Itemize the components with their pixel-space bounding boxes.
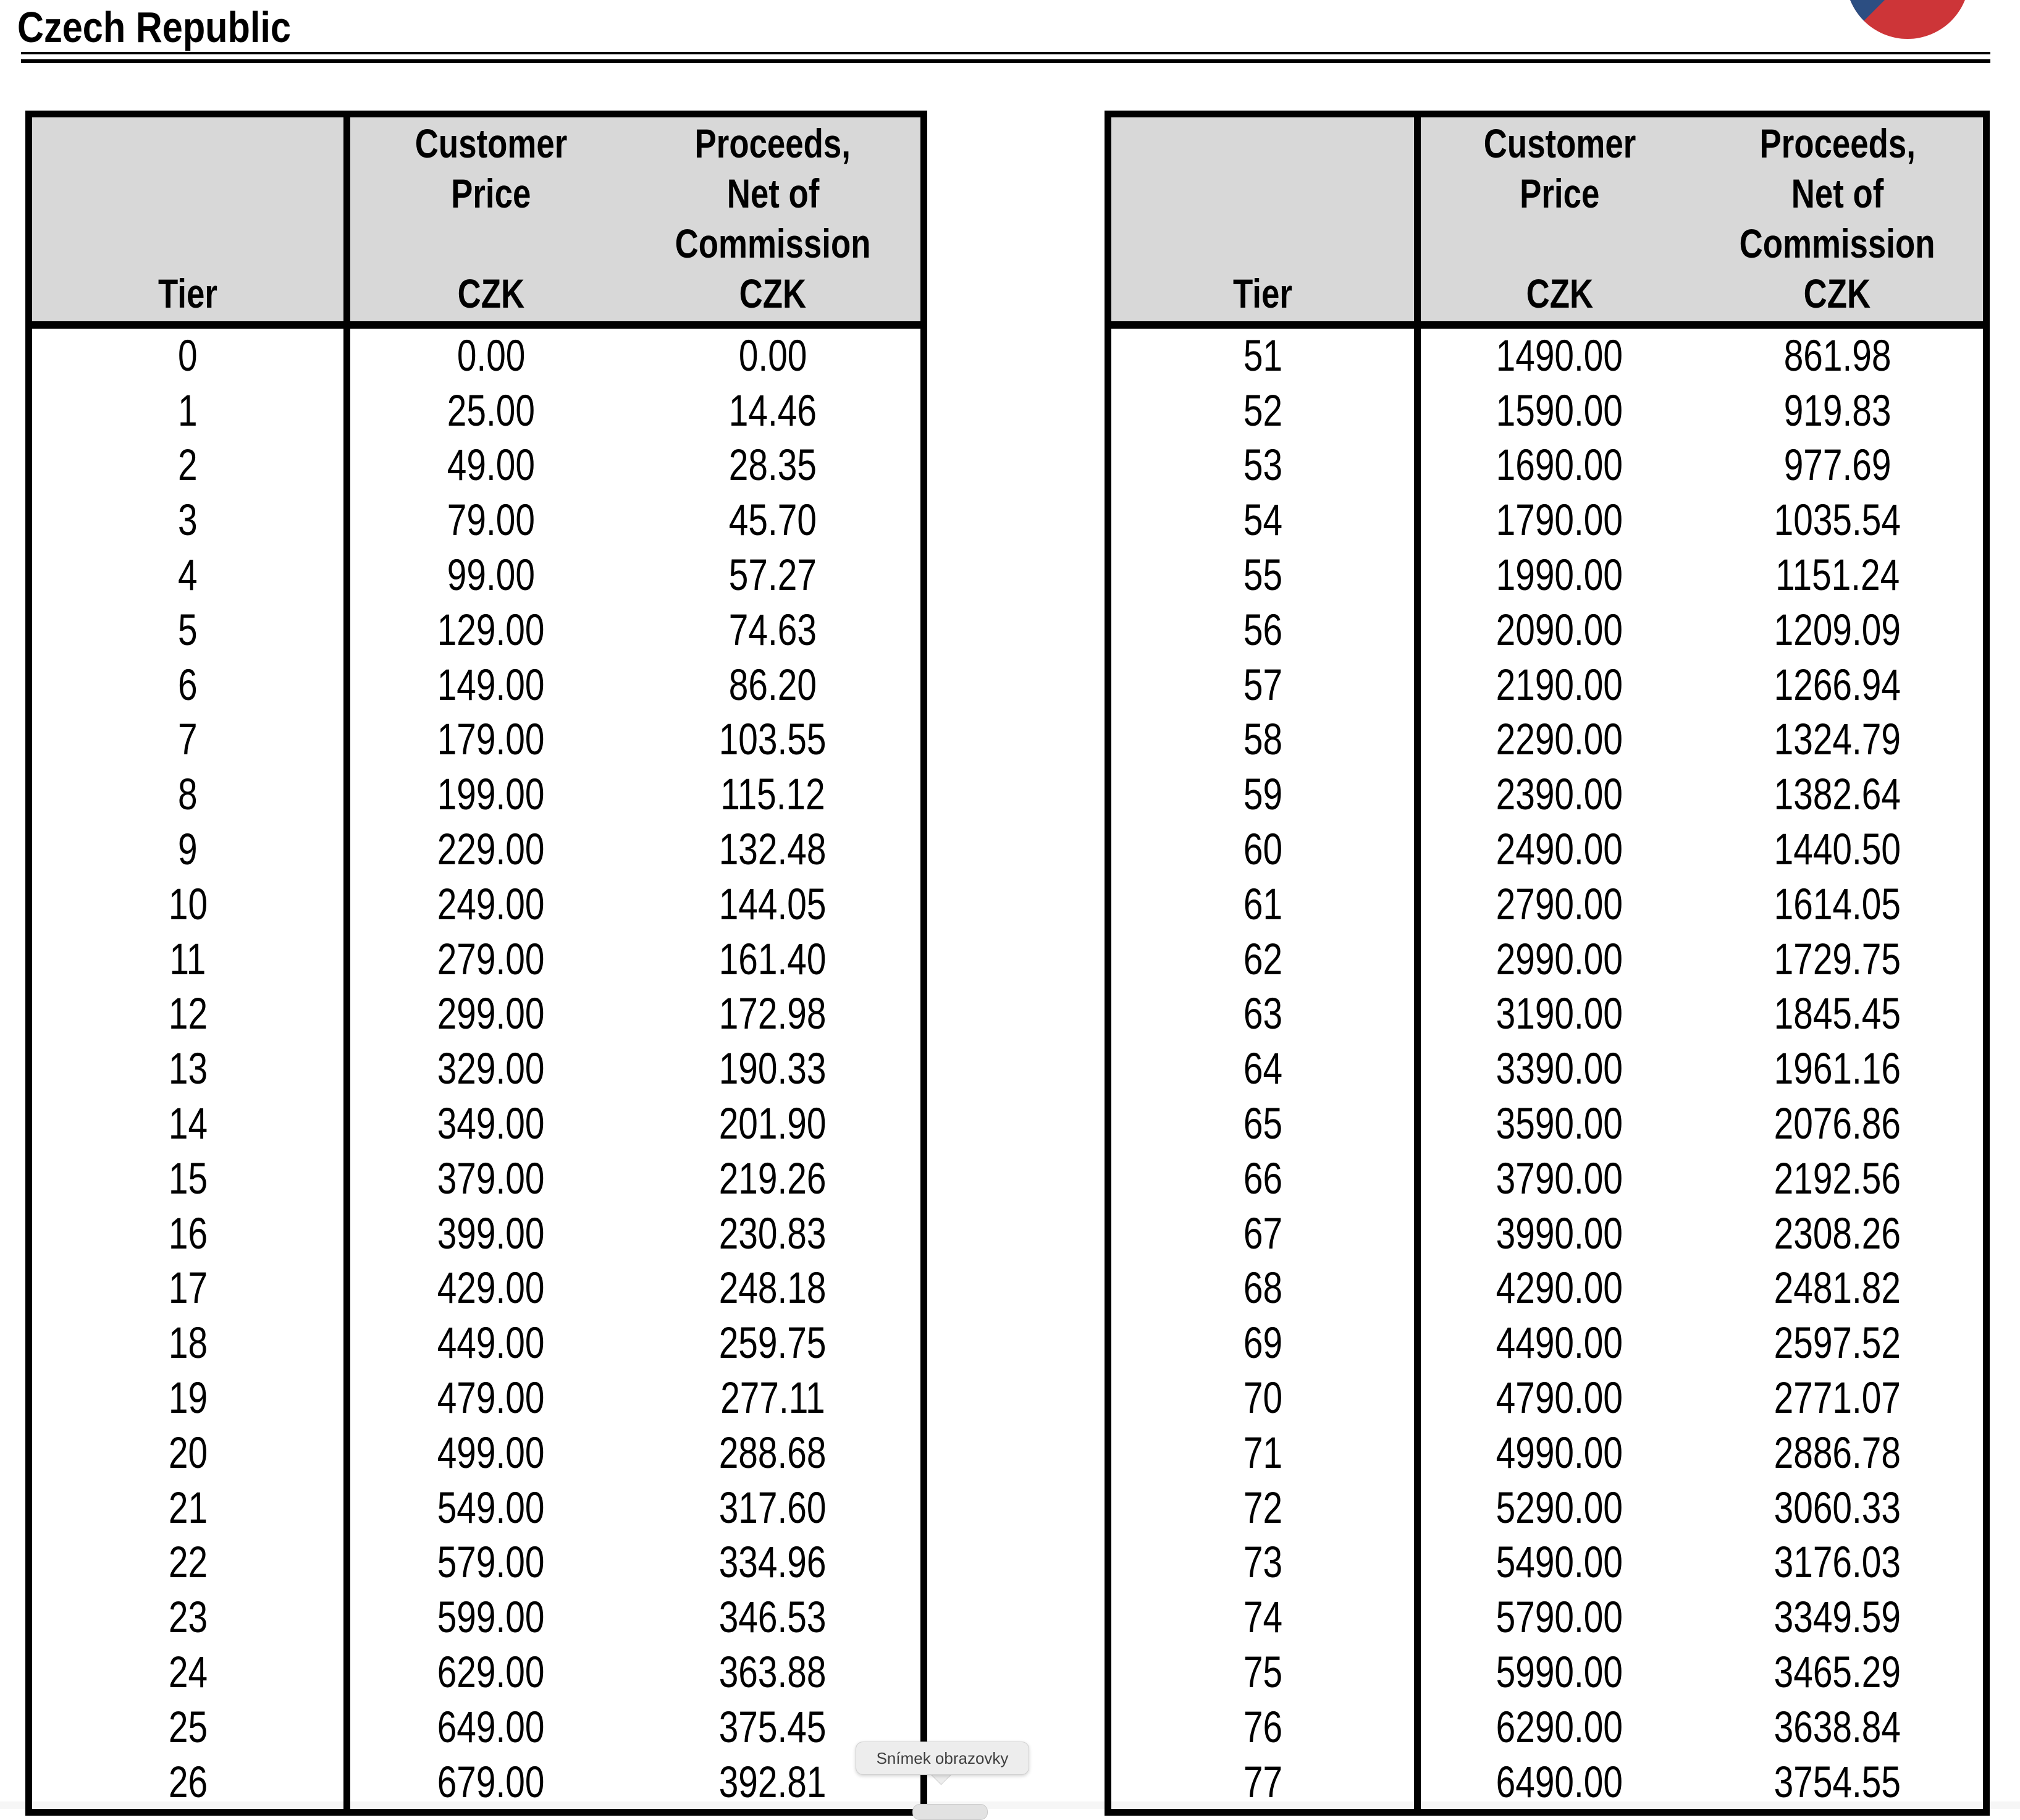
tier-cell: 62: [1111, 932, 1421, 987]
tier-cell: 19: [32, 1371, 350, 1426]
customer-price-cell: 3790.00: [1496, 1154, 1623, 1203]
proceeds-cell: 103.55: [719, 715, 827, 765]
proceeds-cell: 45.70: [728, 496, 817, 546]
tier-cell: 51: [1111, 329, 1421, 384]
tier-cell: 63: [1111, 987, 1421, 1042]
tier-cell: 68: [1111, 1262, 1421, 1317]
table-header: [1111, 117, 1983, 329]
proceeds-cell: 132.48: [719, 825, 827, 875]
customer-price-cell: 279.00: [437, 935, 545, 984]
proceeds-cell: 346.53: [719, 1593, 827, 1643]
tier-cell: 77: [1111, 1755, 1421, 1810]
tier-column-header: Tier: [32, 117, 350, 321]
customer-price-cell: 229.00: [437, 825, 545, 875]
customer-price-cell: 399.00: [437, 1209, 545, 1258]
tier-cell: 54: [1111, 493, 1421, 548]
customer-price-cell: 4490.00: [1496, 1319, 1623, 1368]
tier-column-header: Tier: [1111, 117, 1421, 321]
proceeds-cell: 1324.79: [1774, 715, 1901, 765]
customer-price-cell: 79.00: [447, 496, 536, 546]
tier-cell: 66: [1111, 1152, 1421, 1207]
tier-cell: 64: [1111, 1042, 1421, 1097]
customer-price-cell: 349.00: [437, 1100, 545, 1149]
tier-cell: 6: [32, 658, 350, 713]
customer-price-cell: 429.00: [437, 1264, 545, 1313]
customer-price-cell: 5790.00: [1496, 1593, 1623, 1643]
proceeds-cell: 1266.94: [1774, 660, 1901, 710]
proceeds-cell: 1845.45: [1774, 990, 1901, 1039]
czech-flag-icon: [1846, 0, 1969, 39]
customer-price-cell: 149.00: [437, 660, 545, 710]
proceeds-column-header: Proceeds, Net of Commission CZK: [675, 120, 871, 316]
price-tier-table-right: [1105, 111, 1990, 1816]
customer-price-cell: 329.00: [437, 1045, 545, 1094]
proceeds-cell: 977.69: [1783, 441, 1892, 491]
tier-cell: 26: [32, 1755, 350, 1810]
proceeds-cell: 0.00: [738, 331, 807, 381]
tier-cell: 0: [32, 329, 350, 384]
tier-cell: 7: [32, 713, 350, 768]
proceeds-column-header: Proceeds, Net of Commission CZK: [1739, 120, 1935, 316]
customer-price-cell: 249.00: [437, 880, 545, 929]
proceeds-cell: 115.12: [720, 770, 825, 820]
tier-cell: 24: [32, 1645, 350, 1700]
tier-cell: 15: [32, 1152, 350, 1207]
customer-price-cell: 6290.00: [1496, 1703, 1623, 1752]
proceeds-cell: 277.11: [720, 1374, 825, 1423]
tier-cell: 59: [1111, 767, 1421, 822]
customer-price-cell: 3190.00: [1496, 990, 1623, 1039]
customer-price-cell: 1790.00: [1496, 496, 1623, 546]
proceeds-cell: 161.40: [719, 935, 827, 984]
bottom-edge-band: [0, 1801, 2020, 1809]
tier-cell: 17: [32, 1262, 350, 1317]
proceeds-cell: 1382.64: [1774, 770, 1901, 820]
tier-cell: 56: [1111, 603, 1421, 658]
proceeds-cell: 248.18: [719, 1264, 827, 1313]
tier-cell: 8: [32, 767, 350, 822]
customer-price-cell: 0.00: [457, 331, 526, 381]
proceeds-cell: 2886.78: [1774, 1428, 1901, 1478]
proceeds-cell: 57.27: [728, 551, 817, 600]
proceeds-cell: 317.60: [719, 1483, 827, 1533]
tier-cell: 70: [1111, 1371, 1421, 1426]
tier-cell: 14: [32, 1097, 350, 1152]
tier-cell: 52: [1111, 384, 1421, 439]
proceeds-cell: 3465.29: [1774, 1648, 1901, 1698]
customer-price-cell: 5490.00: [1496, 1538, 1623, 1588]
customer-price-cell: 4990.00: [1496, 1428, 1623, 1478]
proceeds-cell: 2076.86: [1774, 1100, 1901, 1149]
customer-price-cell: 379.00: [437, 1154, 545, 1203]
customer-price-cell: 1690.00: [1496, 441, 1623, 491]
tier-cell: 55: [1111, 548, 1421, 603]
proceeds-cell: 861.98: [1783, 331, 1892, 381]
customer-price-cell: 179.00: [437, 715, 545, 765]
tier-cell: 20: [32, 1426, 350, 1481]
customer-price-cell: 479.00: [437, 1374, 545, 1423]
tier-cell: 75: [1111, 1645, 1421, 1700]
tier-cell: 67: [1111, 1207, 1421, 1262]
tooltip-label: Snímek obrazovky: [876, 1748, 1009, 1767]
proceeds-cell: 2308.26: [1774, 1209, 1901, 1258]
proceeds-cell: 392.81: [719, 1758, 827, 1807]
proceeds-cell: 259.75: [719, 1319, 827, 1368]
proceeds-cell: 230.83: [719, 1209, 827, 1258]
proceeds-cell: 2771.07: [1774, 1374, 1901, 1423]
title-rule-top: [21, 52, 1990, 54]
tier-cell: 61: [1111, 877, 1421, 932]
proceeds-cell: 334.96: [719, 1538, 827, 1588]
tier-cell: 3: [32, 493, 350, 548]
customer-price-cell: 2190.00: [1496, 660, 1623, 710]
proceeds-cell: 1614.05: [1774, 880, 1901, 929]
tier-cell: 71: [1111, 1426, 1421, 1481]
customer-price-cell: 2790.00: [1496, 880, 1623, 929]
proceeds-cell: 14.46: [728, 386, 817, 436]
customer-price-cell: 549.00: [437, 1483, 545, 1533]
customer-price-cell: 679.00: [437, 1758, 545, 1807]
customer-price-cell: 6490.00: [1496, 1758, 1623, 1807]
table-body: [1111, 329, 1983, 1810]
customer-price-cell: 499.00: [437, 1428, 545, 1478]
customer-price-cell: 3590.00: [1496, 1100, 1623, 1149]
customer-price-cell: 579.00: [437, 1538, 545, 1588]
screenshot-thumbnail[interactable]: [912, 1804, 988, 1820]
proceeds-cell: 190.33: [719, 1045, 827, 1094]
customer-price-cell: 99.00: [447, 551, 536, 600]
tier-cell: 76: [1111, 1700, 1421, 1755]
customer-price-cell: 1990.00: [1496, 551, 1623, 600]
tier-cell: 12: [32, 987, 350, 1042]
price-tier-table-left: [25, 111, 927, 1816]
proceeds-cell: 1729.75: [1774, 935, 1901, 984]
customer-price-column-header: Customer Price CZK: [415, 120, 568, 316]
tier-cell: 23: [32, 1590, 350, 1645]
customer-price-cell: 4290.00: [1496, 1264, 1623, 1313]
tier-cell: 65: [1111, 1097, 1421, 1152]
tier-cell: 58: [1111, 713, 1421, 768]
tier-cell: 1: [32, 384, 350, 439]
customer-price-cell: 1490.00: [1496, 331, 1623, 381]
tier-cell: 4: [32, 548, 350, 603]
proceeds-cell: 1035.54: [1774, 496, 1901, 546]
screenshot-tooltip: [856, 1742, 1029, 1775]
proceeds-cell: 363.88: [719, 1648, 827, 1698]
customer-price-cell: 2390.00: [1496, 770, 1623, 820]
customer-price-cell: 449.00: [437, 1319, 545, 1368]
customer-price-cell: 5290.00: [1496, 1483, 1623, 1533]
tier-cell: 16: [32, 1207, 350, 1262]
customer-price-cell: 49.00: [447, 441, 536, 491]
customer-price-cell: 2090.00: [1496, 605, 1623, 655]
tier-cell: 21: [32, 1481, 350, 1536]
tier-cell: 22: [32, 1536, 350, 1591]
customer-price-cell: 4790.00: [1496, 1374, 1623, 1423]
tier-cell: 53: [1111, 439, 1421, 494]
proceeds-cell: 172.98: [719, 990, 827, 1039]
tier-cell: 57: [1111, 658, 1421, 713]
table-header: [32, 117, 920, 329]
proceeds-cell: 201.90: [719, 1100, 827, 1149]
proceeds-cell: 2481.82: [1774, 1264, 1901, 1313]
customer-price-cell: 25.00: [447, 386, 536, 436]
customer-price-cell: 2290.00: [1496, 715, 1623, 765]
title-rule-bottom: [21, 59, 1990, 63]
proceeds-cell: 86.20: [728, 660, 817, 710]
customer-price-column-header: Customer Price CZK: [1483, 120, 1636, 316]
tier-cell: 73: [1111, 1536, 1421, 1591]
proceeds-cell: 375.45: [719, 1703, 827, 1752]
proceeds-cell: 2192.56: [1774, 1154, 1901, 1203]
proceeds-cell: 3754.55: [1774, 1758, 1901, 1807]
customer-price-cell: 299.00: [437, 990, 545, 1039]
tier-cell: 13: [32, 1042, 350, 1097]
proceeds-cell: 3176.03: [1774, 1538, 1901, 1588]
customer-price-cell: 1590.00: [1496, 386, 1623, 436]
tier-cell: 11: [32, 932, 350, 987]
page-title: Czech Republic: [17, 3, 292, 51]
tier-cell: 25: [32, 1700, 350, 1755]
proceeds-cell: 3349.59: [1774, 1593, 1901, 1643]
tier-cell: 74: [1111, 1590, 1421, 1645]
proceeds-cell: 28.35: [728, 441, 817, 491]
proceeds-cell: 219.26: [719, 1154, 827, 1203]
tier-cell: 5: [32, 603, 350, 658]
customer-price-cell: 199.00: [437, 770, 545, 820]
tier-cell: 72: [1111, 1481, 1421, 1536]
proceeds-cell: 3060.33: [1774, 1483, 1901, 1533]
proceeds-cell: 1961.16: [1774, 1045, 1901, 1094]
proceeds-cell: 3638.84: [1774, 1703, 1901, 1752]
customer-price-cell: 649.00: [437, 1703, 545, 1752]
proceeds-cell: 74.63: [728, 605, 817, 655]
tier-cell: 60: [1111, 822, 1421, 877]
customer-price-cell: 2990.00: [1496, 935, 1623, 984]
tier-cell: 69: [1111, 1316, 1421, 1371]
tier-cell: 10: [32, 877, 350, 932]
proceeds-cell: 2597.52: [1774, 1319, 1901, 1368]
customer-price-cell: 629.00: [437, 1648, 545, 1698]
proceeds-cell: 1151.24: [1775, 551, 1900, 600]
tier-cell: 9: [32, 822, 350, 877]
customer-price-cell: 2490.00: [1496, 825, 1623, 875]
customer-price-cell: 3990.00: [1496, 1209, 1623, 1258]
table-body: [32, 329, 920, 1810]
customer-price-cell: 5990.00: [1496, 1648, 1623, 1698]
customer-price-cell: 129.00: [437, 605, 545, 655]
proceeds-cell: 1209.09: [1774, 605, 1901, 655]
proceeds-cell: 1440.50: [1774, 825, 1901, 875]
tier-cell: 2: [32, 439, 350, 494]
customer-price-cell: 599.00: [437, 1593, 545, 1643]
proceeds-cell: 919.83: [1783, 386, 1892, 436]
tier-cell: 18: [32, 1316, 350, 1371]
proceeds-cell: 288.68: [719, 1428, 827, 1478]
customer-price-cell: 3390.00: [1496, 1045, 1623, 1094]
proceeds-cell: 144.05: [719, 880, 827, 929]
